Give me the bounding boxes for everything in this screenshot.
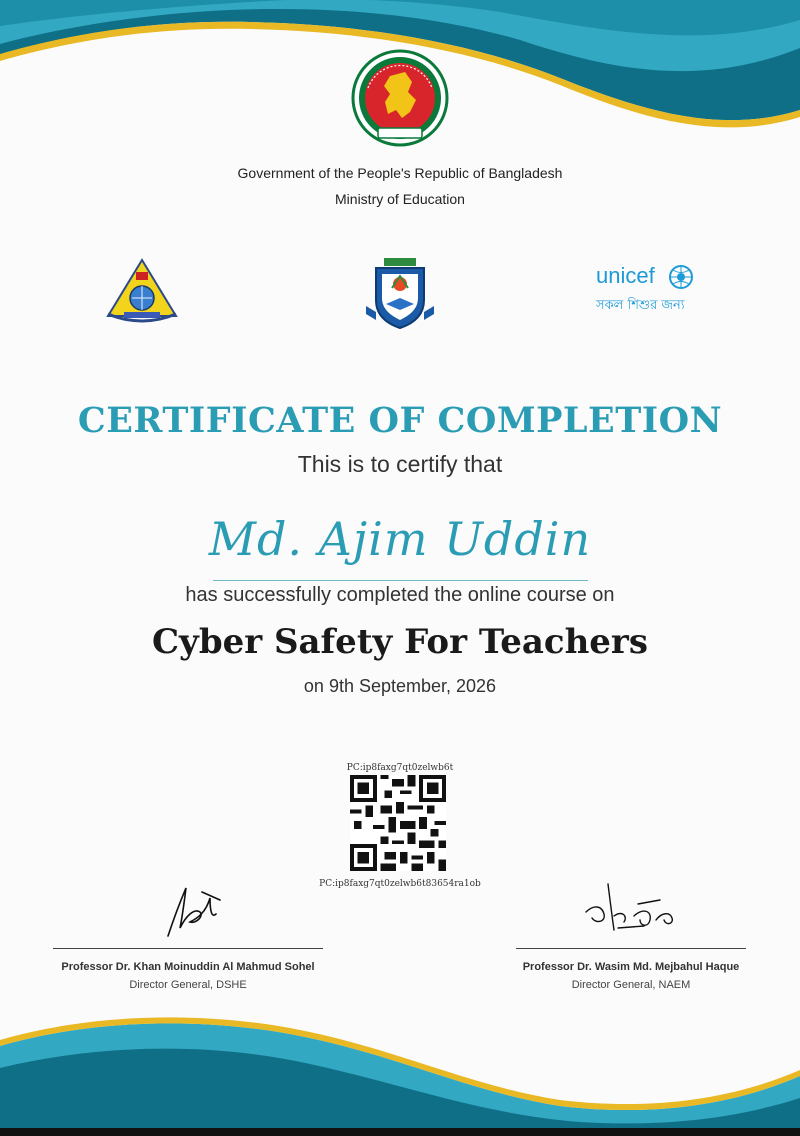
certify-line: This is to certify that <box>297 451 503 477</box>
signatory-name-right: Professor Dr. Wasim Md. Mejbahul Haque <box>522 961 740 973</box>
completion-date: on 9th September, 2026 <box>303 676 497 696</box>
bottom-edge-strip <box>0 1128 800 1136</box>
signature-right-image <box>578 876 688 938</box>
verification-code-top: PC:ip8faxg7qt0zelwb6t <box>346 763 454 773</box>
unicef-globe-icon <box>668 264 694 290</box>
unicef-wordmark: unicef <box>596 263 655 288</box>
unicef-tagline: সকল শিশুর জন্য <box>596 298 685 313</box>
signatory-role-left: Director General, DSHE <box>129 979 247 991</box>
name-underline <box>213 580 588 581</box>
signature-line-right <box>516 948 746 949</box>
qr-code-icon <box>350 775 446 871</box>
signature-line-left <box>53 948 323 949</box>
signatory-role-right: Director General, NAEM <box>571 979 691 991</box>
government-name: Government of the People's Republic of Bangladesh <box>237 165 563 181</box>
certificate-title: CERTIFICATE OF COMPLETION <box>77 400 723 441</box>
signatory-name-left: Professor Dr. Khan Moinuddin Al Mahmud Sohel <box>61 961 315 973</box>
verification-code-bottom: PC:ip8faxg7qt0zelwb6t83654ra1ob <box>319 879 481 889</box>
ministry-name: Ministry of Education <box>335 191 465 207</box>
dshe-logo-icon <box>104 258 180 324</box>
bangladesh-government-emblem-icon <box>350 48 450 148</box>
course-title: Cyber Safety For Teachers <box>152 622 648 662</box>
naem-logo-icon <box>362 254 438 330</box>
recipient-name: Md. Ajim Uddin <box>208 512 592 566</box>
completed-line: has successfully completed the online course on <box>185 584 615 606</box>
bottom-wave-decoration <box>0 1006 800 1136</box>
signature-left-image <box>150 878 230 940</box>
